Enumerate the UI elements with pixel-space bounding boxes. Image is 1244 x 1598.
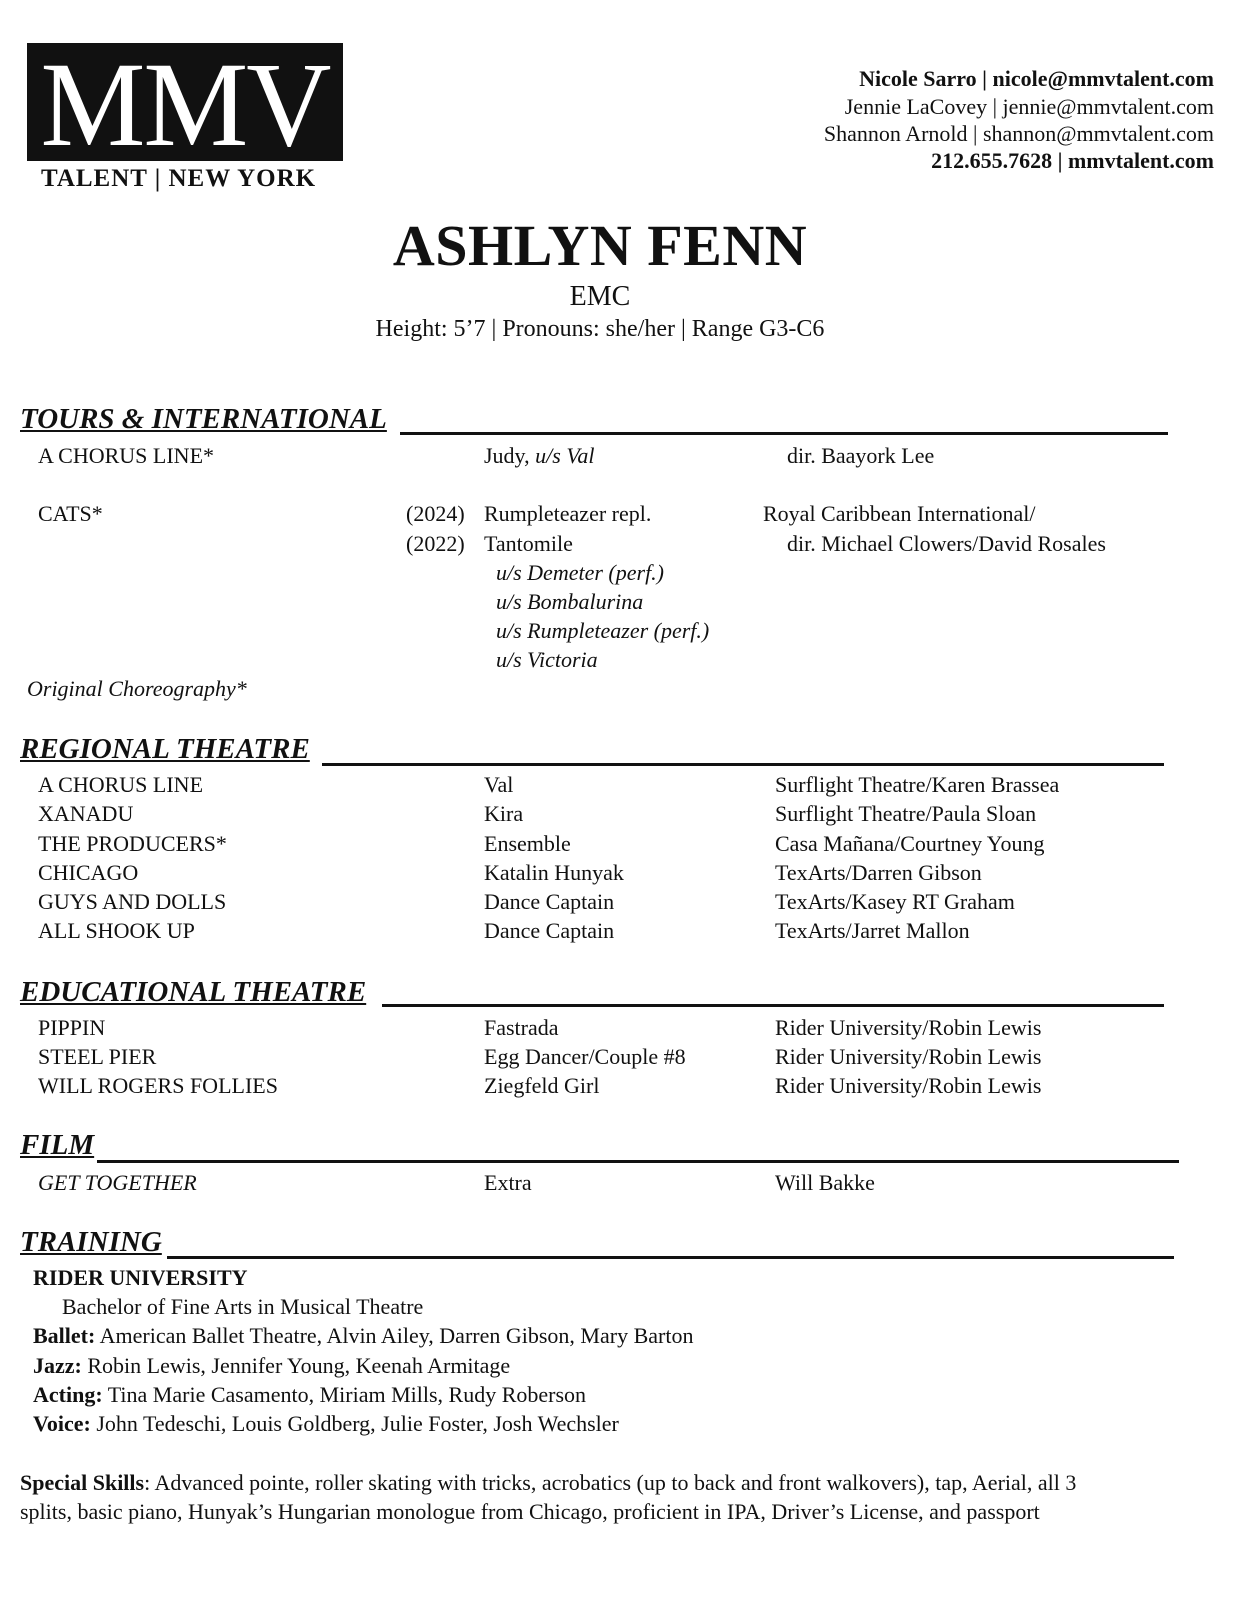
credit-show: GET TOGETHER <box>38 1170 197 1195</box>
credit-show: STEEL PIER <box>38 1044 157 1069</box>
training-label: Voice: <box>33 1411 91 1436</box>
contact-line-1: Nicole Sarro | nicole@mmvtalent.com <box>859 66 1214 91</box>
special-skills-line-2: splits, basic piano, Hunyak’s Hungarian monologue from Chicago, proficient in IPA, Driver’s License, and passport <box>20 1499 1040 1524</box>
section-rule <box>382 1004 1164 1007</box>
section-rule <box>400 432 1168 435</box>
performer-name: ASHLYN FENN <box>392 213 808 278</box>
credit-role: Val <box>484 772 514 797</box>
credit-company: Rider University/Robin Lewis <box>775 1015 1042 1040</box>
training-line: Acting: Tina Marie Casamento, Miriam Mills, Rudy Roberson <box>33 1382 587 1407</box>
special-skills-label: Special Skills <box>20 1470 145 1495</box>
agency-logo <box>27 37 343 172</box>
understudy: u/s Bombalurina <box>496 589 644 614</box>
credit-show: THE PRODUCERS* <box>38 831 227 856</box>
credit-company: Rider University/Robin Lewis <box>775 1044 1042 1069</box>
contact-line-4: 212.655.7628 | mmvtalent.com <box>931 148 1214 173</box>
credit-role: Ziegfeld Girl <box>484 1073 600 1098</box>
credit-role: Dance Captain <box>484 918 615 943</box>
credit-company: TexArts/Kasey RT Graham <box>775 889 1015 914</box>
union-status: EMC <box>569 281 631 312</box>
credit-role: Judy, u/s Val <box>484 443 595 468</box>
training-label: Ballet: <box>33 1323 96 1348</box>
credit-role: Extra <box>484 1170 532 1195</box>
contact-name: Nicole Sarro <box>859 66 977 91</box>
credit-show: A CHORUS LINE* <box>38 443 215 468</box>
understudy: u/s Rumpleteazer (perf.) <box>496 618 710 643</box>
credit-role: Katalin Hunyak <box>484 860 624 885</box>
training-label: Acting: <box>33 1382 103 1407</box>
training-line: Jazz: Robin Lewis, Jennifer Young, Keenah Armitage <box>33 1353 511 1378</box>
section-title-regional: REGIONAL THEATRE <box>20 733 310 765</box>
credit-year: (2022) <box>406 531 465 556</box>
credit-show: XANADU <box>38 801 134 826</box>
special-skills-line-1: Special Skills: Advanced pointe, roller skating with tricks, acrobatics (up to back and front walkovers), tap, Aerial, all 3 <box>20 1470 1077 1495</box>
credit-show: CHICAGO <box>38 860 139 885</box>
credit-role: Rumpleteazer repl. <box>484 501 652 526</box>
credit-year: (2024) <box>406 501 465 526</box>
credit-company: TexArts/Darren Gibson <box>775 860 982 885</box>
training-school: RIDER UNIVERSITY <box>33 1265 248 1290</box>
footnote: Original Choreography* <box>27 676 247 701</box>
section-rule <box>167 1256 1174 1259</box>
section-rule <box>97 1160 1179 1163</box>
contact-name: Shannon Arnold <box>823 121 968 146</box>
credit-company: TexArts/Jarret Mallon <box>775 918 970 943</box>
credit-company: Royal Caribbean International/ <box>763 501 1036 526</box>
credit-director: dir. Baayork Lee <box>787 443 935 468</box>
performer-stats: Height: 5’7 | Pronouns: she/her | Range G3-C6 <box>375 316 825 342</box>
credit-role: Dance Captain <box>484 889 615 914</box>
training-label: Jazz: <box>33 1353 82 1378</box>
section-title-educational: EDUCATIONAL THEATRE <box>20 976 367 1008</box>
credit-show: CATS* <box>38 501 103 526</box>
credit-show: PIPPIN <box>38 1015 106 1040</box>
credit-role: Tantomile <box>484 531 573 556</box>
contact-email[interactable]: jennie@mmvtalent.com <box>1002 94 1214 119</box>
credit-show: WILL ROGERS FOLLIES <box>38 1073 278 1098</box>
training-degree: Bachelor of Fine Arts in Musical Theatre <box>62 1294 424 1319</box>
credit-show: ALL SHOOK UP <box>38 918 195 943</box>
credit-director: Will Bakke <box>775 1170 875 1195</box>
logo-text: MMV <box>40 37 330 172</box>
credit-role: Fastrada <box>484 1015 559 1040</box>
section-rule <box>322 763 1164 766</box>
contact-name: Jennie LaCovey <box>844 94 988 119</box>
credit-company: Casa Mañana/Courtney Young <box>775 831 1045 856</box>
section-title-film: FILM <box>20 1129 95 1161</box>
training-line: Voice: John Tedeschi, Louis Goldberg, Julie Foster, Josh Wechsler <box>33 1411 619 1436</box>
credit-role: Ensemble <box>484 831 571 856</box>
section-title-training: TRAINING <box>20 1226 162 1258</box>
contact-email[interactable]: nicole@mmvtalent.com <box>992 66 1214 91</box>
credit-role: Kira <box>484 801 524 826</box>
section-title-tours: TOURS & INTERNATIONAL <box>20 403 387 435</box>
credit-role: Egg Dancer/Couple #8 <box>484 1044 686 1069</box>
agency-phone[interactable]: 212.655.7628 <box>931 148 1053 173</box>
contact-email[interactable]: shannon@mmvtalent.com <box>982 121 1214 146</box>
credit-company: Surflight Theatre/Paula Sloan <box>775 801 1037 826</box>
contact-line-3: Shannon Arnold | shannon@mmvtalent.com <box>823 121 1214 146</box>
understudy: u/s Demeter (perf.) <box>496 560 665 585</box>
logo-subtitle: TALENT | NEW YORK <box>41 165 317 192</box>
training-line: Ballet: American Ballet Theatre, Alvin Ailey, Darren Gibson, Mary Barton <box>33 1323 694 1348</box>
credit-company: Rider University/Robin Lewis <box>775 1073 1042 1098</box>
understudy: u/s Victoria <box>496 647 598 672</box>
credit-company: Surflight Theatre/Karen Brassea <box>775 772 1060 797</box>
agency-website[interactable]: mmvtalent.com <box>1067 148 1214 173</box>
credit-director: dir. Michael Clowers/David Rosales <box>787 531 1106 556</box>
credit-show: A CHORUS LINE <box>38 772 204 797</box>
credit-show: GUYS AND DOLLS <box>38 889 227 914</box>
contact-line-2: Jennie LaCovey | jennie@mmvtalent.com <box>844 94 1214 119</box>
